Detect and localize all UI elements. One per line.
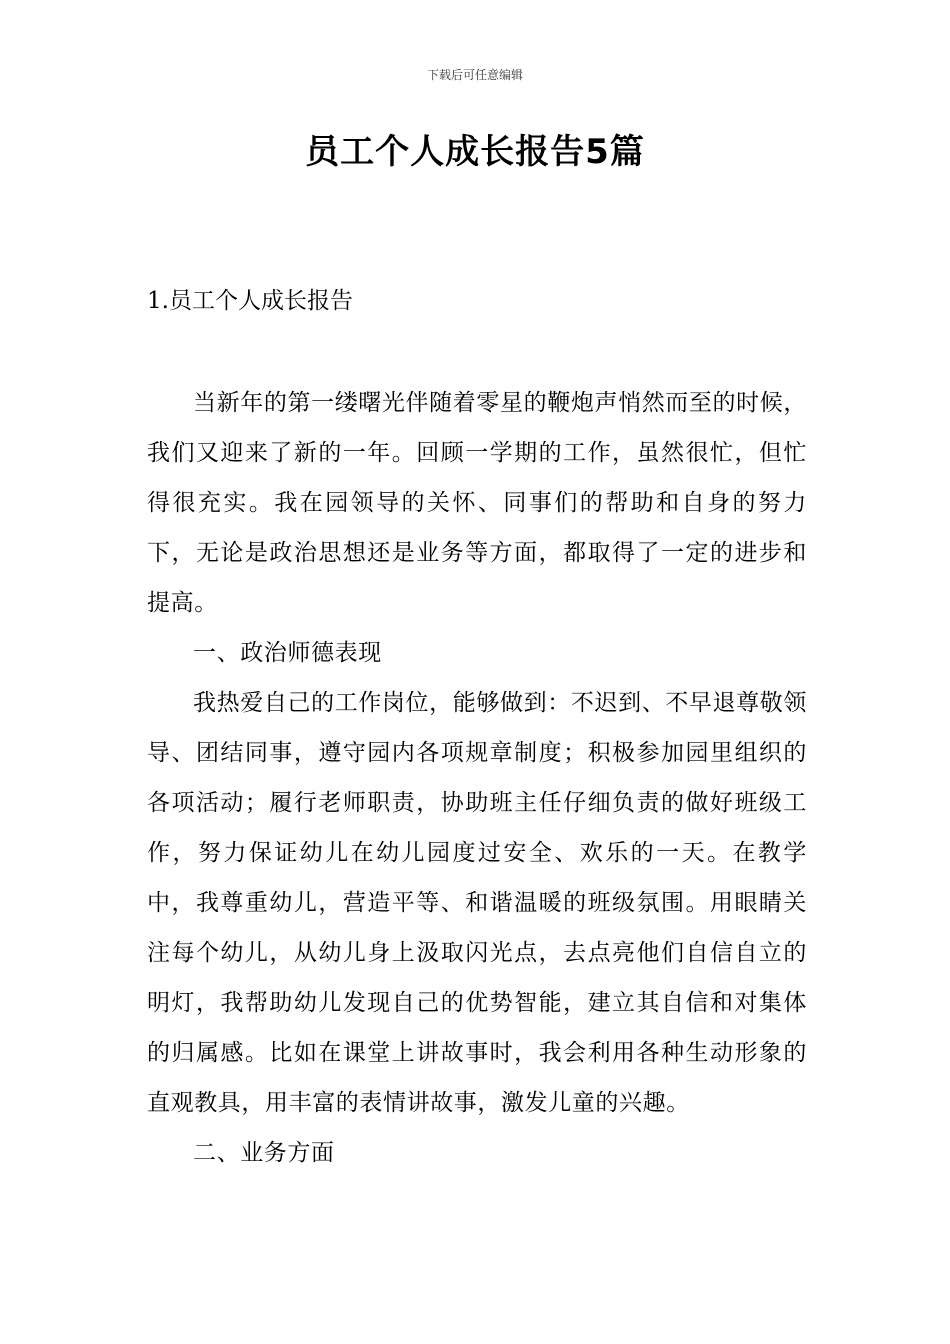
document-body — [147, 378, 807, 1178]
section-heading: 1.员工个人成长报告 — [147, 288, 353, 314]
paragraph-political: 我热爱自己的工作岗位，能够做到：不迟到、不早退尊敬领导、团结同事，遵守园内各项规章制度；积极参加园里组织的各项活动；履行老师职责，协助班主任仔细负责的做好班级工作，努力保证幼儿在幼儿园度过安全、欢乐的一天。在教学中，我尊重幼儿，营造平等、和谐温暖的班级氛围。用眼睛关注每个幼儿，从幼儿身上汲取闪光点，去点亮他们自信自立的明灯，我帮助幼儿发现自己的优势智能，建立其自信和对集体的归属感。比如在课堂上讲故事时，我会利用各种生动形象的直观教具，用丰富的表情讲故事，激发儿童的兴趣。 — [147, 690, 807, 1116]
subheading-business: 二、业务方面 — [193, 1140, 335, 1166]
paragraph-intro: 当新年的第一缕曙光伴随着零星的鞭炮声悄然而至的时候，我们又迎来了新的一年。回顾一学期的工作，虽然很忙，但忙得很充实。我在园领导的关怀、同事们的帮助和自身的努力下，无论是政治思想还是业务等方面，都取得了一定的进步和提高。 — [147, 390, 807, 616]
document-title: 员工个人成长报告5篇 — [305, 132, 645, 172]
subheading-political: 一、政治师德表现 — [193, 640, 382, 666]
header-note: 下载后可任意编辑 — [426, 68, 523, 82]
